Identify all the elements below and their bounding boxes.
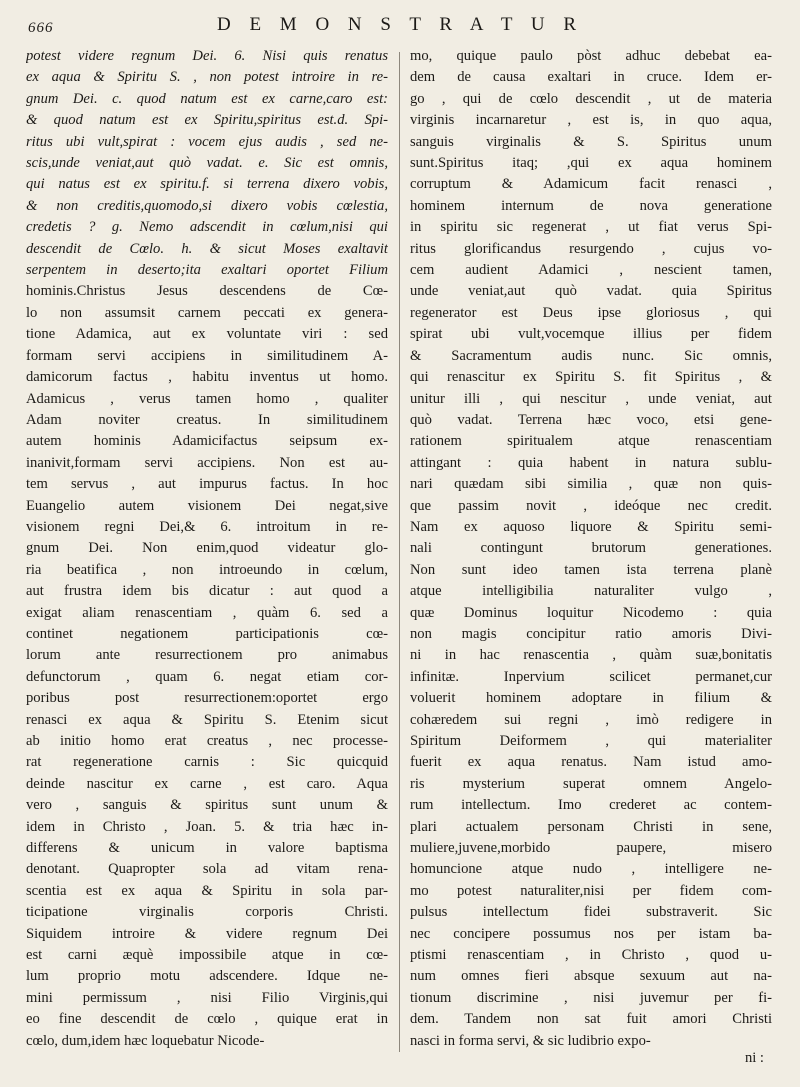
text-line: ria beatifica , non introeundo in cœlum, (26, 561, 388, 578)
text-line: Spiritum Deiformem , qui materialiter (410, 733, 772, 749)
text-line: num omnes fieri absque sexuum aut na- (410, 968, 772, 985)
text-line: cem audient Adamici , nescient tamen, (410, 262, 772, 279)
text-line: hominem internum de nova generatione (410, 197, 772, 214)
text-line: est carni æquè impossibile atque in cœ- (26, 947, 388, 964)
text-line: mini permissum , nisi Filio Virginis,qui (26, 989, 388, 1006)
text-line: tem servus , aut impurus factus. In hoc (26, 476, 388, 493)
text-line: ex aqua & Spiritu S. , non potest introire in re- (26, 69, 388, 86)
text-line: visionem regni Dei,& 6. introitum in re- (26, 518, 388, 535)
page-number: 666 (28, 20, 54, 36)
text-line: scis,unde veniat,aut quò vadat. e. Sic est omnis, (26, 155, 388, 172)
text-line: & non creditis,quomodo,si dixero vobis cœlestia, (26, 197, 388, 214)
text-line: muliere,juvene,morbido paupere, misero (410, 840, 772, 857)
text-line: sunt.Spiritus itaq; ,qui ex aqua hominem (410, 155, 772, 172)
text-line: gnum Dei. Non enim,quod videatur glo- (26, 540, 388, 557)
text-line: descendit de Cœlo. h. & sicut Moses exaltavit (26, 240, 388, 257)
text-line: nasci in forma servi, & sic ludibrio expo- (410, 1032, 651, 1049)
text-line: go , qui de cœlo descendit , ut de materia (410, 90, 772, 107)
text-line: non magis concipitur ratio amoris Divi- (410, 625, 772, 642)
running-title: D E M O N S T R A T U R (216, 14, 583, 35)
text-line: ticipatione virginalis corporis Christi. (26, 904, 388, 921)
text-line: Nam ex aquoso liquore & Spiritu semi- (410, 518, 772, 535)
text-line: hominis.Christus Jesus descendens de Cœ- (26, 283, 388, 300)
text-line: cœlo, dum,idem hæc loquebatur Nicode- (26, 1032, 265, 1049)
text-line: Non sunt ideo tamen ista terrena planè (410, 561, 772, 578)
text-line: inanivit,formam servi accipiens. Non est au- (26, 454, 388, 471)
text-line: tionum discrimine , nisi juvemur per fi- (410, 989, 772, 1006)
text-line: formam servi accipiens in similitudinem A- (26, 347, 388, 364)
text-line: ni in hac renascentia , quàm suæ,bonitatis (410, 647, 772, 664)
text-line: corruptum & Adamicum facit renasci , (410, 176, 772, 193)
text-line: dem de causa exaltari in cruce. Idem er- (410, 69, 772, 86)
text-line: spirat ubi vult,vocemque illius per fidem (410, 326, 772, 343)
text-line: idem in Christo , Joan. 5. & tria hæc in- (26, 818, 388, 835)
text-line: fuerit ex aqua renatus. Nam istud amo- (410, 754, 772, 771)
text-line: aut frustra idem bis dicatur : aut quod a (26, 583, 388, 600)
text-line: regenerator est Deus ipse gloriosus , qui (410, 304, 772, 321)
text-line: ris mysterium superat omnem Angelo- (410, 775, 772, 792)
text-line: renasci ex aqua & Spiritu S. Etenim sicut (26, 711, 388, 728)
column-divider (399, 52, 400, 1052)
text-line: scentia est ex aqua & Spiritu in sola par- (26, 882, 388, 899)
text-line: cohæredem sui regni , imò redigere in (410, 711, 772, 728)
page-header (28, 14, 772, 44)
right-text-column (410, 46, 772, 1052)
text-line: poribus post resurrectionem:oportet ergo (26, 690, 388, 707)
text-line: deinde nascitur ex carne , est caro. Aqua (26, 775, 388, 792)
catchword: ni : (744, 1050, 764, 1066)
text-line: Adamicus , verus tamen homo , qualiter (26, 390, 388, 407)
text-line: homuncione atque nudo , intelligere ne- (410, 861, 772, 878)
text-line: quæ Dominus loquitur Nicodemo : quia (410, 604, 772, 621)
text-line: ab initio homo erat creatus , nec processe- (26, 733, 388, 749)
text-line: eo fine descendit de cœlo , quique erat in (26, 1011, 388, 1028)
text-line: rationem spiritualem atque renascentiam (410, 433, 772, 450)
text-line: tione Adamica, aut ex voluntate viri : sed (26, 326, 388, 343)
text-line: que passim novit , ideóque nec credit. (410, 497, 772, 514)
text-line: voluerit hominem adoptare in filium & (410, 690, 772, 707)
text-line: nec concipere possumus nos per istam ba- (410, 925, 772, 942)
text-line: & Sacramentum audis nunc. Sic omnis, (410, 347, 772, 364)
text-line: continet negationem participationis cœ- (26, 625, 388, 642)
text-line: & quod natum est ex Spiritu,spiritus est.d. Spi- (26, 112, 388, 129)
text-line: Siquidem introire & videre regnum Dei (26, 925, 388, 942)
text-line: defunctorum , quam 6. negat etiam cor- (26, 668, 388, 685)
text-line: in spiritu sic regenerat , ut fiat verus Spi- (410, 219, 772, 236)
text-line: denotant. Quapropter sola ad vitam rena- (26, 861, 388, 878)
text-line: mo potest naturaliter,nisi per fidem com- (410, 882, 772, 899)
text-line: atque intelligibilia naturaliter vulgo , (410, 583, 772, 600)
text-line: Euangelio autem visionem Dei negat,sive (26, 497, 388, 514)
text-line: qui natus est ex spiritu.f. si terrena dixero vobis, (26, 176, 388, 193)
text-line: potest videre regnum Dei. 6. Nisi quis renatus (26, 48, 388, 64)
text-line: sanguis virginalis & S. Spiritus unum (410, 133, 772, 150)
text-line: pulsus intellectum fidei substraverit. Sic (410, 904, 772, 921)
left-text-column (26, 46, 388, 1052)
text-line: unde veniat,aut quò vadat. quia Spiritus (410, 283, 772, 300)
text-line: nari quædam sibi similia , quæ non quis- (410, 476, 772, 493)
text-line: lum proprio motu adscendere. Idque ne- (26, 968, 388, 985)
text-line: rat regeneratione carnis : Sic quicquid (26, 754, 388, 771)
text-line: gnum Dei. c. quod natum est ex carne,caro est: (26, 90, 388, 107)
text-line: nali contingunt brutorum generationes. (410, 540, 772, 557)
text-line: lo non assumsit carnem peccati ex genera- (26, 304, 388, 321)
text-line: vero , sanguis & spiritus sunt unum & (26, 797, 388, 814)
text-line: serpentem in deserto;ita exaltari oportet Filium (26, 262, 388, 279)
text-line: qui renascitur ex Spiritu S. fit Spiritus , & (410, 369, 772, 386)
text-line: differens & unicum in valore baptisma (26, 840, 388, 857)
text-line: autem hominis Adamicifactus seipsum ex- (26, 433, 388, 450)
text-line: Adam noviter creatus. In similitudinem (26, 411, 388, 428)
text-line: ritus glorificandus resurgendo , cujus vo- (410, 240, 772, 257)
text-line: plari actualem personam Christi in sene, (410, 818, 772, 835)
text-line: lorum ante resurrectionem pro animabus (26, 647, 388, 664)
text-line: exigat aliam renascentiam , quàm 6. sed a (26, 604, 388, 621)
text-line: damicorum factus , habitu inventus ut homo. (26, 369, 388, 386)
text-line: attingant : quia habent in natura sublu- (410, 454, 772, 471)
text-line: unitur illi , qui nescitur , unde veniat, aut (410, 390, 772, 407)
text-line: ptismi renascentiam , in Christo , quod u- (410, 947, 772, 964)
text-line: mo, quique paulo pòst adhuc debebat ea- (410, 48, 772, 64)
text-line: ritus ubi vult,spirat : vocem ejus audis , sed ne- (26, 133, 388, 150)
text-line: credetis ? g. Nemo adscendit in cœlum,nisi qui (26, 219, 388, 236)
text-line: infinitæ. Inpervium scilicet permanet,cur (410, 668, 772, 685)
text-line: rum intellectum. Imo crederet ac contem- (410, 797, 772, 814)
text-line: virginis incarnaretur , est is, in quo aqua, (410, 112, 772, 129)
text-line: dem. Tandem non sat fuit amori Christi (410, 1011, 772, 1028)
text-line: quò vadat. Terrena hæc voco, etsi gene- (410, 411, 772, 428)
